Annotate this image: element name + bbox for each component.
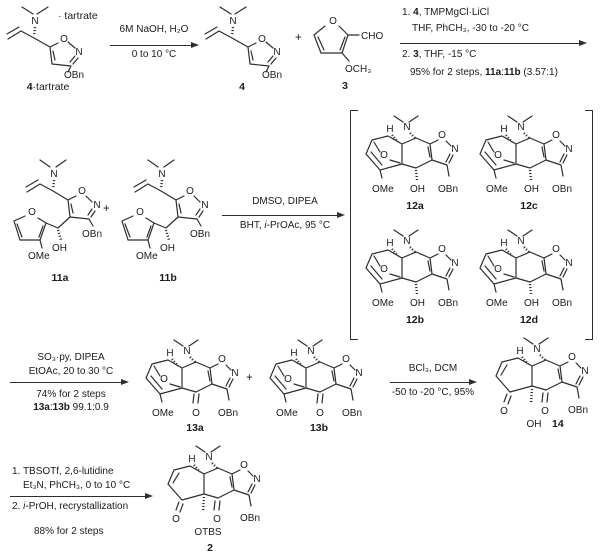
atom-label-OBn: OBn (438, 184, 459, 195)
atom-label-H: H (188, 454, 196, 465)
stereo-bond (34, 27, 35, 36)
atom-label-OBn: OBn (82, 229, 103, 240)
atom-label-O: O (329, 16, 337, 27)
arrow3-conditions: BHT, i-PrOAc, 95 °C (239, 220, 331, 231)
atom-label-O: O (60, 34, 68, 45)
bracket-left (350, 110, 358, 340)
atom-label-O-bridge: O (284, 374, 292, 385)
stereo-bond (392, 133, 417, 180)
atom-label-O: O (552, 244, 560, 255)
atom-label-O: O (438, 244, 446, 255)
compound-12b (360, 226, 476, 326)
atom-label-N: N (229, 16, 237, 27)
atom-label-O: O (568, 352, 576, 363)
atom-label-OH: OH (52, 243, 67, 254)
compound-label-3: 3 (342, 80, 348, 92)
atom-label-N: N (50, 169, 58, 180)
compound-label-13b: 13b (309, 422, 329, 434)
atom-label-O: O (28, 207, 36, 218)
atom-label-OTBS: OTBS (194, 527, 222, 538)
atom-label-OBn: OBn (438, 298, 459, 309)
compound-11b (114, 156, 230, 284)
compound-label-2: 2 (207, 542, 213, 554)
atom-label-O-ketone: O (213, 514, 221, 525)
reaction-arrow-5 (390, 382, 470, 383)
atom-label-N: N (273, 47, 281, 58)
atom-label-N: N (403, 122, 411, 133)
arrow5-reagents: BCl₃, DCM (408, 363, 458, 374)
structure-13a-skeleton (140, 336, 256, 422)
stereo-bond (392, 247, 417, 294)
structure-12b-skeleton (360, 226, 476, 312)
structure-2-skeleton (162, 442, 268, 542)
atom-label-OH: OH (410, 184, 425, 195)
arrow4-yield-line2: 13a:13b 99.1:0.9 (33, 402, 109, 413)
arrow4-yield-line1: 74% for 2 steps (36, 389, 106, 400)
stereo-bond (506, 133, 531, 180)
atom-label-O-bridge: O (380, 264, 388, 275)
compound-14 (490, 334, 596, 434)
atom-label-H: H (386, 238, 394, 249)
arrow-head-1 (191, 42, 199, 48)
atom-label-N: N (533, 344, 541, 355)
atom-label-H: H (166, 348, 174, 359)
compound-12d (474, 226, 590, 326)
atom-label-O-ketone: O (500, 406, 508, 417)
compound-3 (305, 8, 395, 92)
atom-label-N: N (253, 474, 261, 485)
atom-label-N: N (565, 144, 573, 155)
atom-label-OBn: OBn (190, 229, 211, 240)
salt-label: · tartrate (58, 10, 98, 22)
compound-label-4-tartrate: 4·tartrate (26, 81, 70, 93)
compound-label-13a: 13a (186, 422, 204, 434)
atom-label-O: O (552, 130, 560, 141)
atom-label-N: N (451, 144, 459, 155)
atom-label-OH: OH (526, 419, 542, 430)
atom-label-OBn: OBn (342, 408, 363, 419)
atom-label-N: N (158, 169, 166, 180)
structure-12c-skeleton (474, 112, 590, 198)
atom-label-OCH3: OCH₃ (345, 64, 372, 75)
compound-label-12c: 12c (520, 200, 538, 212)
step2-yield-line: 95% for 2 steps, 11a:11b (3.57:1) (410, 67, 558, 78)
arrow6-yield-line: 88% for 2 steps (34, 526, 104, 537)
atom-label-OBn: OBn (218, 408, 239, 419)
atom-label-OMe: OMe (486, 298, 508, 309)
compound-13b (264, 336, 380, 434)
compound-12a (360, 112, 476, 212)
atom-label-OH: OH (524, 184, 539, 195)
arrow1-conditions: 0 to 10 °C (131, 49, 177, 60)
atom-label-O-bridge: O (380, 150, 388, 161)
arrow-head-2 (579, 40, 587, 46)
atom-label-N: N (75, 47, 83, 58)
arrow5-conditions: -50 to -20 °C, 95% (391, 387, 475, 398)
arrow3-reagents: DMSO, DIPEA (252, 196, 318, 207)
atom-label-OMe: OMe (136, 251, 158, 262)
atom-label-OMe: OMe (372, 184, 394, 195)
atom-label-N: N (517, 236, 525, 247)
compound-label-11b: 11b (159, 272, 177, 284)
atom-label-O-ketone: O (172, 514, 180, 525)
arrow-head-6 (145, 493, 153, 499)
arrow6-reagents-line2: Et₃N, PhCH₃, 0 to 10 °C (23, 480, 131, 491)
atom-label-N: N (565, 258, 573, 269)
plus-sign: + (295, 32, 302, 44)
atom-label-OH: OH (160, 243, 175, 254)
arrow6-conditions-line: 2. i-PrOH, recrystallization (12, 501, 129, 512)
stereo-bond (53, 180, 61, 240)
atom-label-OBn: OBn (240, 513, 261, 524)
arrow4-reagents-line1: SO₃·py, DIPEA (37, 352, 105, 363)
stereo-bond (172, 357, 195, 366)
atom-label-H: H (386, 124, 394, 135)
atom-label-N: N (31, 16, 39, 27)
atom-label-O: O (240, 460, 248, 471)
atom-label-O: O (78, 186, 86, 197)
atom-label-N: N (403, 236, 411, 247)
atom-label-N: N (581, 366, 589, 377)
structure-3-skeleton (305, 8, 395, 82)
compound-label-4: 4 (239, 81, 245, 93)
reaction-arrow-4 (10, 382, 122, 383)
arrow4-reagents-line2: EtOAc, 20 to 30 °C (28, 366, 114, 377)
atom-label-O-bridge: O (494, 150, 502, 161)
atom-label-OBn: OBn (568, 405, 589, 416)
reaction-arrow-1 (110, 45, 192, 46)
atom-label-OMe: OMe (28, 251, 50, 262)
step2-reagent-line1: 1. 4, TMPMgCl·LiCl (402, 7, 490, 18)
bond-lines (314, 26, 359, 61)
atom-label-OMe: OMe (152, 408, 174, 419)
atom-label-O-ketone: O (316, 408, 324, 419)
compound-12c (474, 112, 590, 212)
atom-label-N: N (451, 258, 459, 269)
atom-label-O: O (218, 354, 226, 365)
structure-13b-skeleton (264, 336, 380, 422)
atom-label-H: H (516, 346, 524, 357)
compound-label-11a: 11a (51, 272, 69, 284)
atom-label-N: N (517, 122, 525, 133)
atom-label-CHO: CHO (361, 31, 384, 42)
atom-label-N: N (355, 368, 363, 379)
stereo-bond (232, 27, 233, 36)
arrow-head-4 (121, 379, 129, 385)
atom-label-H: H (500, 238, 508, 249)
atom-label-O: O (258, 34, 266, 45)
plus-sign: + (246, 372, 253, 384)
reaction-arrow-3 (222, 215, 338, 216)
atom-label-O-bridge: O (494, 264, 502, 275)
atom-label-N: N (307, 346, 315, 357)
atom-label-O-ketone: O (541, 406, 549, 417)
reaction-arrow-2 (400, 43, 580, 44)
atom-label-O: O (438, 130, 446, 141)
stereo-bond (296, 357, 319, 366)
arrow6-reagents-line1: 1. TBSOTf, 2,6-lutidine (12, 466, 114, 477)
atom-label-O: O (136, 207, 144, 218)
atom-label-N: N (183, 346, 191, 357)
atom-label-OBn: OBn (552, 298, 573, 309)
compound-label-12b: 12b (405, 314, 425, 326)
step2-reagent-line3: 2. 3, THF, -15 °C (402, 49, 477, 60)
stereo-bond (506, 247, 531, 294)
arrow-head-5 (469, 379, 477, 385)
atom-label-O-bridge: O (160, 374, 168, 385)
arrow1-reagents: 6M NaOH, H₂O (119, 24, 189, 35)
compound-label-12d: 12d (519, 314, 539, 326)
atom-label-OBn: OBn (262, 70, 283, 81)
atom-label-H: H (290, 348, 298, 359)
atom-label-OMe: OMe (486, 184, 508, 195)
plus-sign: + (103, 203, 110, 215)
atom-label-OMe: OMe (276, 408, 298, 419)
compound-2 (162, 442, 268, 554)
atom-label-OBn: OBn (64, 70, 85, 81)
atom-label-OBn: OBn (552, 184, 573, 195)
atom-label-N: N (205, 452, 213, 463)
atom-label-O-ketone: O (192, 408, 200, 419)
atom-label-N: N (201, 200, 209, 211)
atom-label-OMe: OMe (372, 298, 394, 309)
reaction-arrow-6 (10, 496, 146, 497)
structure-12d-skeleton (474, 226, 590, 312)
atom-label-OH: OH (524, 298, 539, 309)
compound-4-tartrate (2, 2, 120, 93)
step2-reagent-line2: THF, PhCH₃, -30 to -20 °C (412, 23, 529, 34)
atom-label-O: O (342, 354, 350, 365)
atom-label-OH: OH (410, 298, 425, 309)
atom-label-H: H (500, 124, 508, 135)
atom-label-N: N (93, 200, 101, 211)
compound-13a (140, 336, 256, 434)
compound-label-12a: 12a (406, 200, 424, 212)
structure-12a-skeleton (360, 112, 476, 198)
atom-label-O: O (186, 186, 194, 197)
atom-label-N: N (231, 368, 239, 379)
structure-11b-skeleton (114, 156, 230, 268)
arrow-head-3 (337, 212, 345, 218)
stereo-bond (161, 180, 169, 240)
compound-label-14: 14 (552, 418, 564, 430)
